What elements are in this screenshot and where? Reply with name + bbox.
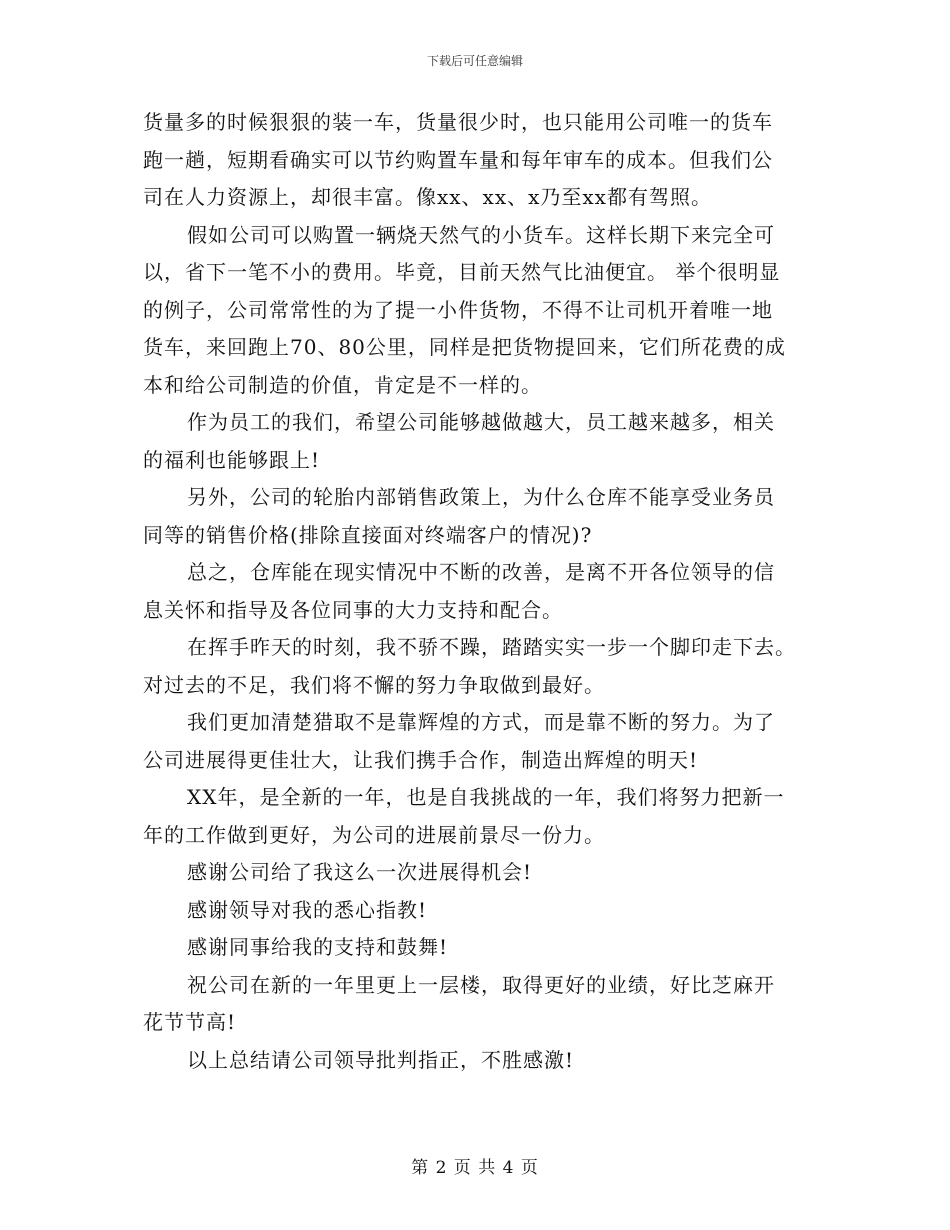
- text-line: 跑一趟，短期看确实可以节约购置车量和每年审车的成本。但我们公: [143, 147, 773, 172]
- paragraph-first-line: 在挥手昨天的时刻，我不骄不躁，踏踏实实一步一个脚印走下去。: [187, 635, 796, 659]
- paragraph-first-line: 以上总结请公司领导批判指正，不胜感激!: [187, 1047, 575, 1072]
- paragraph-first-line: 感谢同事给我的支持和鼓舞!: [187, 935, 449, 959]
- paragraph-first-line: 另外，公司的轮胎内部销售政策上，为什么仓库不能享受业务员: [187, 485, 775, 509]
- paragraph-first-line: 感谢公司给了我这么一次进展得机会!: [187, 860, 533, 884]
- paragraph-first-line: 总之，仓库能在现实情况中不断的改善，是离不开各位领导的信: [187, 560, 775, 584]
- paragraph-first-line: 感谢领导对我的悉心指教!: [187, 897, 428, 922]
- paragraph-first-line: 祝公司在新的一年里更上一层楼，取得更好的业绩，好比芝麻开: [187, 972, 775, 997]
- text-line: 同等的销售价格(排除直接面对终端客户的情况)?: [143, 522, 593, 547]
- page-header: 下载后可任意编辑: [426, 54, 523, 68]
- text-line: 的福利也能够跟上!: [143, 447, 321, 472]
- paragraph-first-line: 假如公司可以购置一辆烧天然气的小货车。这样长期下来完全可: [187, 222, 775, 247]
- paragraph-first-line: 我们更加清楚猎取不是靠辉煌的方式，而是靠不断的努力。为了: [187, 710, 775, 734]
- text-line: 花节节高!: [143, 1010, 237, 1034]
- document-body: [143, 104, 811, 1079]
- text-line: 年的工作做到更好，为公司的进展前景尽一份力。: [143, 822, 605, 847]
- text-line: 本和给公司制造的价值，肯定是不一样的。: [143, 372, 542, 397]
- text-line: 货量多的时候狠狠的装一车，货量很少时，也只能用公司唯一的货车: [143, 110, 773, 134]
- paragraph-first-line: 作为员工的我们，希望公司能够越做越大，员工越来越多，相关: [187, 410, 775, 434]
- text-line: 的例子，公司常常性的为了提一小件货物，不得不让司机开着唯一地: [143, 297, 773, 322]
- text-line: 对过去的不足，我们将不懈的努力争取做到最好。: [143, 672, 605, 697]
- text-line: 公司进展得更佳壮大，让我们携手合作，制造出辉煌的明天!: [143, 747, 699, 772]
- text-line: 司在人力资源上，却很丰富。像xx、xx、x乃至xx都有驾照。: [143, 185, 712, 209]
- text-line: 以，省下一笔不小的费用。毕竟，目前天然气比油便宜。 举个很明显: [143, 260, 781, 284]
- page-number: 第 2 页 共 4 页: [411, 1158, 539, 1178]
- text-line: 息关怀和指导及各位同事的大力支持和配合。: [143, 597, 563, 622]
- text-line: 货车，来回跑上70、80公里，同样是把货物提回来，它们所花费的成: [143, 335, 786, 359]
- paragraph-first-line: XX年，是全新的一年，也是自我挑战的一年，我们将努力把新一: [187, 785, 785, 809]
